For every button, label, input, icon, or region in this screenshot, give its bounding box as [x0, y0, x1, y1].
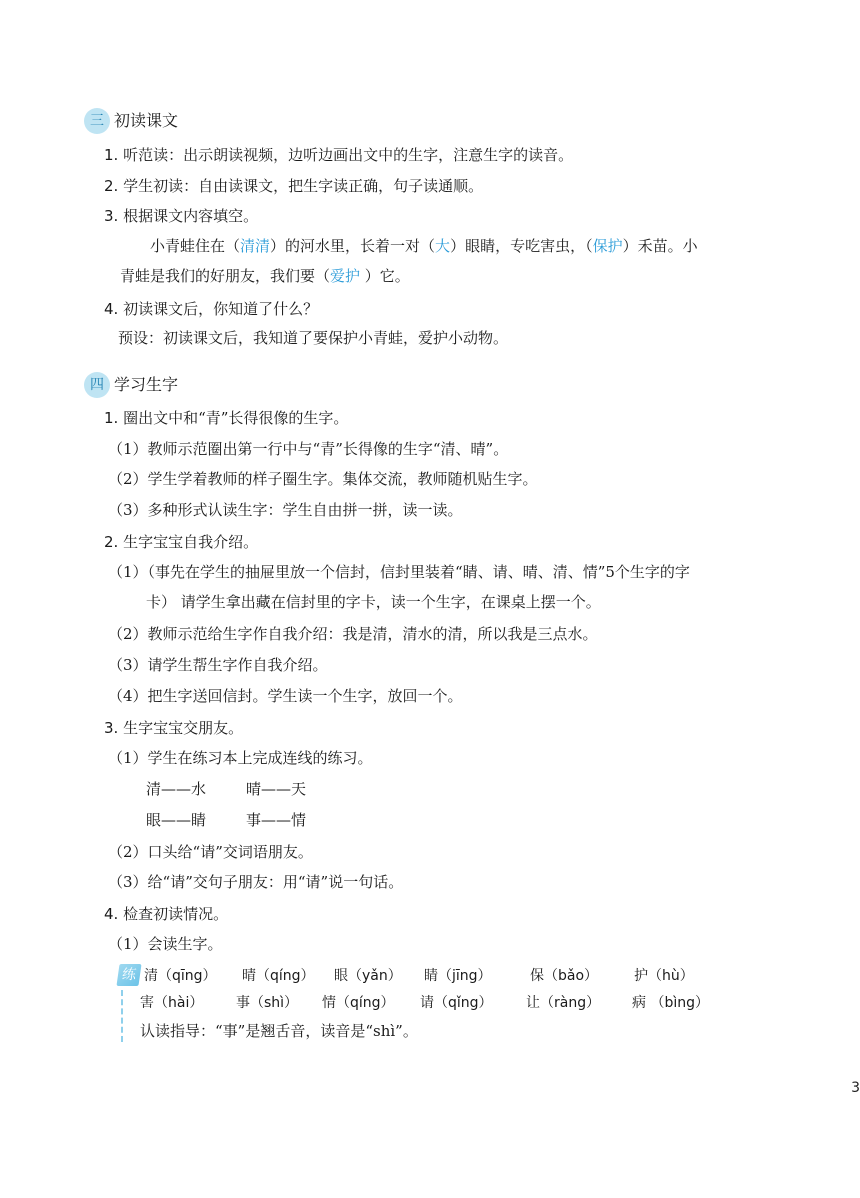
practice-icon: 练	[116, 964, 141, 986]
pinyin-item: 事（shì）	[236, 995, 299, 1011]
sub-item: （4）把生字送回信封。学生读一个生字，放回一个。	[108, 687, 463, 705]
pinyin-item: 情（qíng）	[322, 995, 395, 1011]
list-item: 1. 圈出文中和“青”长得很像的生字。	[104, 409, 349, 427]
pinyin-item: 晴（qíng）	[242, 968, 315, 984]
fill-in-line-2: 青蛙是我们的好朋友，我们要（爱护 ）它。	[120, 267, 410, 285]
pinyin-item: 让（ràng）	[526, 995, 601, 1011]
pinyin-item: 请（qǐng）	[420, 995, 493, 1011]
sub-item: （1）（事先在学生的抽屉里放一个信封，信封里装着“睛、请、晴、清、情”5个生字的字	[108, 563, 690, 581]
pinyin-item: 病 （bìng）	[632, 995, 709, 1011]
reading-guide: 认读指导：“事”是翘舌音，读音是“shì”。	[140, 1022, 418, 1040]
sub-item: （3）给“请”交句子朋友：用“请”说一句话。	[108, 873, 404, 891]
sub-item: （1）会读生字。	[108, 935, 223, 953]
pinyin-item: 睛（jīng）	[424, 968, 492, 984]
pair: 眼——睛	[146, 811, 207, 829]
pair: 晴——天	[246, 780, 307, 798]
sub-item: （1）教师示范圈出第一行中与“青”长得像的生字“清、晴”。	[108, 440, 509, 458]
sub-item: （3）多种形式认读生字：学生自由拼一拼，读一读。	[108, 501, 463, 519]
list-item: 3. 根据课文内容填空。	[104, 207, 259, 225]
pinyin-item: 护（hù）	[634, 968, 694, 984]
list-item: 3. 生字宝宝交朋友。	[104, 719, 244, 737]
answer: 保护	[592, 237, 623, 255]
sub-item-continued: 卡） 请学生拿出藏在信封里的字卡，读一个生字，在课桌上摆一个。	[146, 593, 601, 611]
answer: 清清	[240, 237, 271, 255]
pair: 清——水	[146, 780, 207, 798]
fill-in-line-1: 小青蛙住在（清清）的河水里，长着一对（大）眼睛，专吃害虫，（保护）禾苗。小	[150, 237, 698, 255]
pinyin-item: 清（qīng）	[144, 968, 217, 984]
section-badge-4: 四	[84, 372, 110, 398]
section-badge-3: 三	[84, 108, 110, 134]
list-item: 2. 生字宝宝自我介绍。	[104, 533, 259, 551]
answer: 爱护	[330, 267, 361, 285]
sub-item: （2）口头给“请”交词语朋友。	[108, 843, 313, 861]
sub-item: （2）教师示范给生字作自我介绍：我是清，清水的清，所以我是三点水。	[108, 625, 598, 643]
sub-item: （1）学生在练习本上完成连线的练习。	[108, 749, 373, 767]
section-title-3: 初读课文	[114, 111, 179, 130]
dashed-divider	[121, 990, 123, 1042]
pinyin-item: 眼（yǎn）	[334, 968, 402, 984]
list-item: 4. 初读课文后，你知道了什么？	[104, 300, 319, 318]
pair: 事——情	[246, 811, 307, 829]
answer: 大	[435, 237, 451, 255]
sub-item: （2）学生学着教师的样子圈生字。集体交流，教师随机贴生字。	[108, 470, 538, 488]
pinyin-item: 保（bǎo）	[530, 968, 599, 984]
list-item: 1. 听范读：出示朗读视频，边听边画出文中的生字，注意生字的读音。	[104, 146, 574, 164]
page-number: 3	[851, 1080, 860, 1096]
preset-text: 预设：初读课文后，我知道了要保护小青蛙，爱护小动物。	[118, 329, 509, 347]
pinyin-item: 害（hài）	[140, 995, 204, 1011]
list-item: 4. 检查初读情况。	[104, 905, 229, 923]
section-title-4: 学习生字	[114, 375, 179, 394]
list-item: 2. 学生初读：自由读课文，把生字读正确，句子读通顺。	[104, 177, 484, 195]
sub-item: （3）请学生帮生字作自我介绍。	[108, 656, 328, 674]
